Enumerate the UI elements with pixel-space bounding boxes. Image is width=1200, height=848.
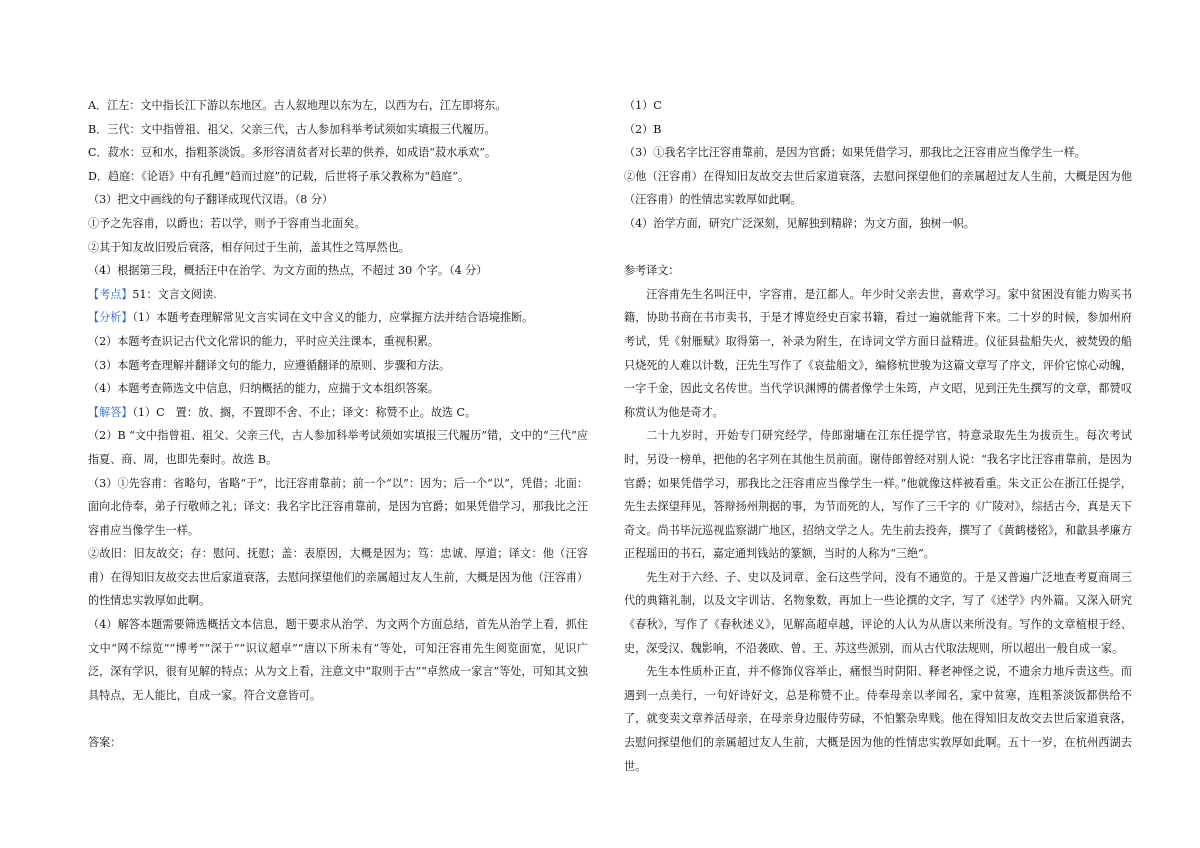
translation-para-3: 先生对于六经、子、史以及词章、金石这些学问，没有不通览的。于是又普遍广泛地查考夏商周三代的典籍礼制，以及文字训诂、名物象数，再加上一些论撰的文字，写了《述学》内外篇。又深入研究《春秋》，写作了《春秋述义》，见解高超卓越，评论的人认为从唐以来所没有。写作的文章植根于经、史，深受汉、魏影响，不沿袭欧、曾、王、苏这些派别，而从古代取法规则，所以超出一般自成一家。 xyxy=(624,570,1132,655)
question-3: （3）把文中画线的句子翻译成现代汉语。（8 分） xyxy=(88,193,334,207)
jieda-line xyxy=(88,401,588,425)
fenxi-tag: 【分析】 xyxy=(88,311,133,325)
jieda-para-4: （4）解答本题需要筛选概括文本信息，题干要求从治学、为文两个方面总结，首先从治学上看，抓住文中“网不综览”“博考”“深于”“识议超卓”“唐以下所未有”等处，可知汪容甫先生阅览面宽，见识广泛，深有学识，很有见解的特点；从为文上看，注意文中“取则于古”“卓然成一家言”等处，可知其文独具特点，无人能比，自成一家。符合文意皆可。 xyxy=(88,618,588,702)
answer-4: （4）治学方面，研究广泛深刻，见解独到精辟；为文方面，独树一帜。 xyxy=(624,216,975,230)
left-column xyxy=(88,94,588,755)
kaodian-line xyxy=(88,283,588,307)
question-4: （4）根据第三段，概括汪中在治学、为文方面的热点，不超过 30 个字。（4 分） xyxy=(88,264,488,278)
answer-label: 答案： xyxy=(88,736,122,750)
jieda-tag: 【解答】 xyxy=(88,405,133,419)
kaodian-tag: 【考点】 xyxy=(88,287,133,301)
kaodian-text: 51：文言文阅读. xyxy=(132,287,217,301)
translation-label: 参考译文： xyxy=(624,264,680,278)
answer-3-1: （3）①我名字比汪容甫靠前，是因为官爵；如果凭借学习，那我比之汪容甫应当像学生一样。 xyxy=(624,146,1086,160)
answer-3-2: ②他（汪容甫）在得知旧友故交去世后家道衰落，去慰问探望他们的亲属超过友人生前，大概是因为他（汪容甫）的性情忠实敦厚如此啊。 xyxy=(624,169,1132,207)
option-a: A．江左：文中指长江下游以东地区。古人叙地理以东为左，以西为右，江左即将东。 xyxy=(88,99,507,112)
jieda-para-3: （3）①先容甫：省略句，省略“于”，比汪容甫靠前；前一个“以”：因为；后一个“以”，凭借；北面：面向北侍奉，弟子行敬师之礼；译文：我名字比汪容甫靠前，是因为官爵；如果凭借学习，那我比之汪容甫应当像学生一样。 xyxy=(88,476,588,537)
translation-para-4: 先生本性质朴正直，并不修饰仪容举止，痛恨当时阴阳、释老神怪之说，不遗余力地斥责这些。而遇到一点美行，一句好诗好文，总是称赞不止。侍奉母亲以孝闻名，家中贫寒，连粗茶淡饭都供给不了，就变卖文章养活母亲，在母亲身边服侍劳碌，不怕繁杂卑贱。他在得知旧友故交去世后家道衰落，去慰问探望他们的亲属超过友人生前，大概是因为他的性情忠实敦厚如此啊。五十一岁，在杭州西湖去世。 xyxy=(624,665,1132,773)
answer-1: （1）C xyxy=(624,99,662,112)
translation-para-2: 二十九岁时，开始专门研究经学，侍郎谢墉在江东任提学官，特意录取先生为拔贡生。每次考试时，另设一榜单，把他的名字列在其他生员前面。谢侍郎曾经对别人说：“我名字比汪容甫靠前，是因为官爵；如果凭借学习，那我比之汪容甫应当像学生一样。”他就像这样被看重。朱文正公在浙江任提学，先生去探望拜见，答辩扬州荆据的事，为节而死的人，写作了三千字的《广陵对》，综括古今，真是天下奇文。尚书毕沅巡视监察湖广地区，招纳文学之人。先生前去投奔，撰写了《黄鹤楼铭》，和歙县孝廉方正程瑶田的书石，嘉定通判钱站的篆额，当时的人称为“三绝”。 xyxy=(624,429,1132,561)
sentence-2: ②其于知友故旧殁后衰落，相存问过于生前，盖其性之笃厚然也。 xyxy=(88,240,410,254)
jieda-para-3b: ②故旧：旧友故交；存：慰问、抚慰；盖：表原因，大概是因为；笃：忠诚、厚道；译文：他（汪容甫）在得知旧友故交去世后家道衰落，去慰问探望他们的亲属超过友人生前，大概是因为他（汪容甫）的性情忠实敦厚如此啊。 xyxy=(88,547,588,608)
jieda-para-2: （2）B “文中指曾祖、祖父、父亲三代，古人参加科举考试须如实填报三代履历”错，文中的“三代”应指夏、商、周，也即先秦时。故选 B。 xyxy=(88,429,588,466)
right-column xyxy=(624,94,1132,778)
spacer xyxy=(624,236,1132,260)
fenxi-line-2: （2）本题考查识记古代文化常识的能力，平时应关注课本，重视积累。 xyxy=(88,334,439,348)
option-d: D．趋庭：《论语》中有孔鲤“趋而过庭”的记载，后世将子承父教称为“趋庭”。 xyxy=(88,169,470,183)
translation-para-1: 汪容甫先生名叫汪中，字容甫，是江都人。年少时父亲去世，喜欢学习。家中贫困没有能力购买书籍，协助书商在书市卖书，于是才博览经史百家书籍，看过一遍就能背下来。二十岁的时候，参加州府考试，凭《射雁赋》取得第一，补录为附生，在诗词文学方面日益精进。仪征县盐船失火，被焚毁的船只烧死的人难以计数，汪先生写作了《哀盐船文》，编修杭世骏为这篇文章写了序文，评价它惊心动魄，一字千金，因此文名传世。当代学识渊博的儒者像学士朱筠，卢文昭，见到汪先生撰写的文章，都赞叹称赏认为他是奇才。 xyxy=(624,287,1132,419)
sentence-1: ①予之先容甫，以爵也；若以学，则予于容甫当北面矣。 xyxy=(88,216,366,230)
option-c: C．菽水：豆和水，指粗茶淡饭。多形容清贫者对长辈的供养，如成语“菽水承欢”。 xyxy=(88,146,497,160)
jieda-text: （1）C 置：放、搁，不置即不舍、不止；译文：称赞不止。故选 C。 xyxy=(132,405,477,419)
fenxi-line-4: （4）本题考查筛选文中信息，归纳概括的能力，应揣于文本组织答案。 xyxy=(88,382,439,396)
answer-2: （2）B xyxy=(624,122,662,136)
spacer xyxy=(88,707,588,731)
fenxi-text: （1）本题考查理解常见文言实词在文中含义的能力，应掌握方法并结合语境推断。 xyxy=(132,311,534,325)
fenxi-line xyxy=(88,306,588,330)
fenxi-line-3: （3）本题考查理解并翻译文句的能力，应遵循翻译的原则、步骤和方法。 xyxy=(88,358,451,372)
option-b: B．三代：文中指曾祖、祖父、父亲三代，古人参加科举考试须如实填报三代履历。 xyxy=(88,122,496,136)
